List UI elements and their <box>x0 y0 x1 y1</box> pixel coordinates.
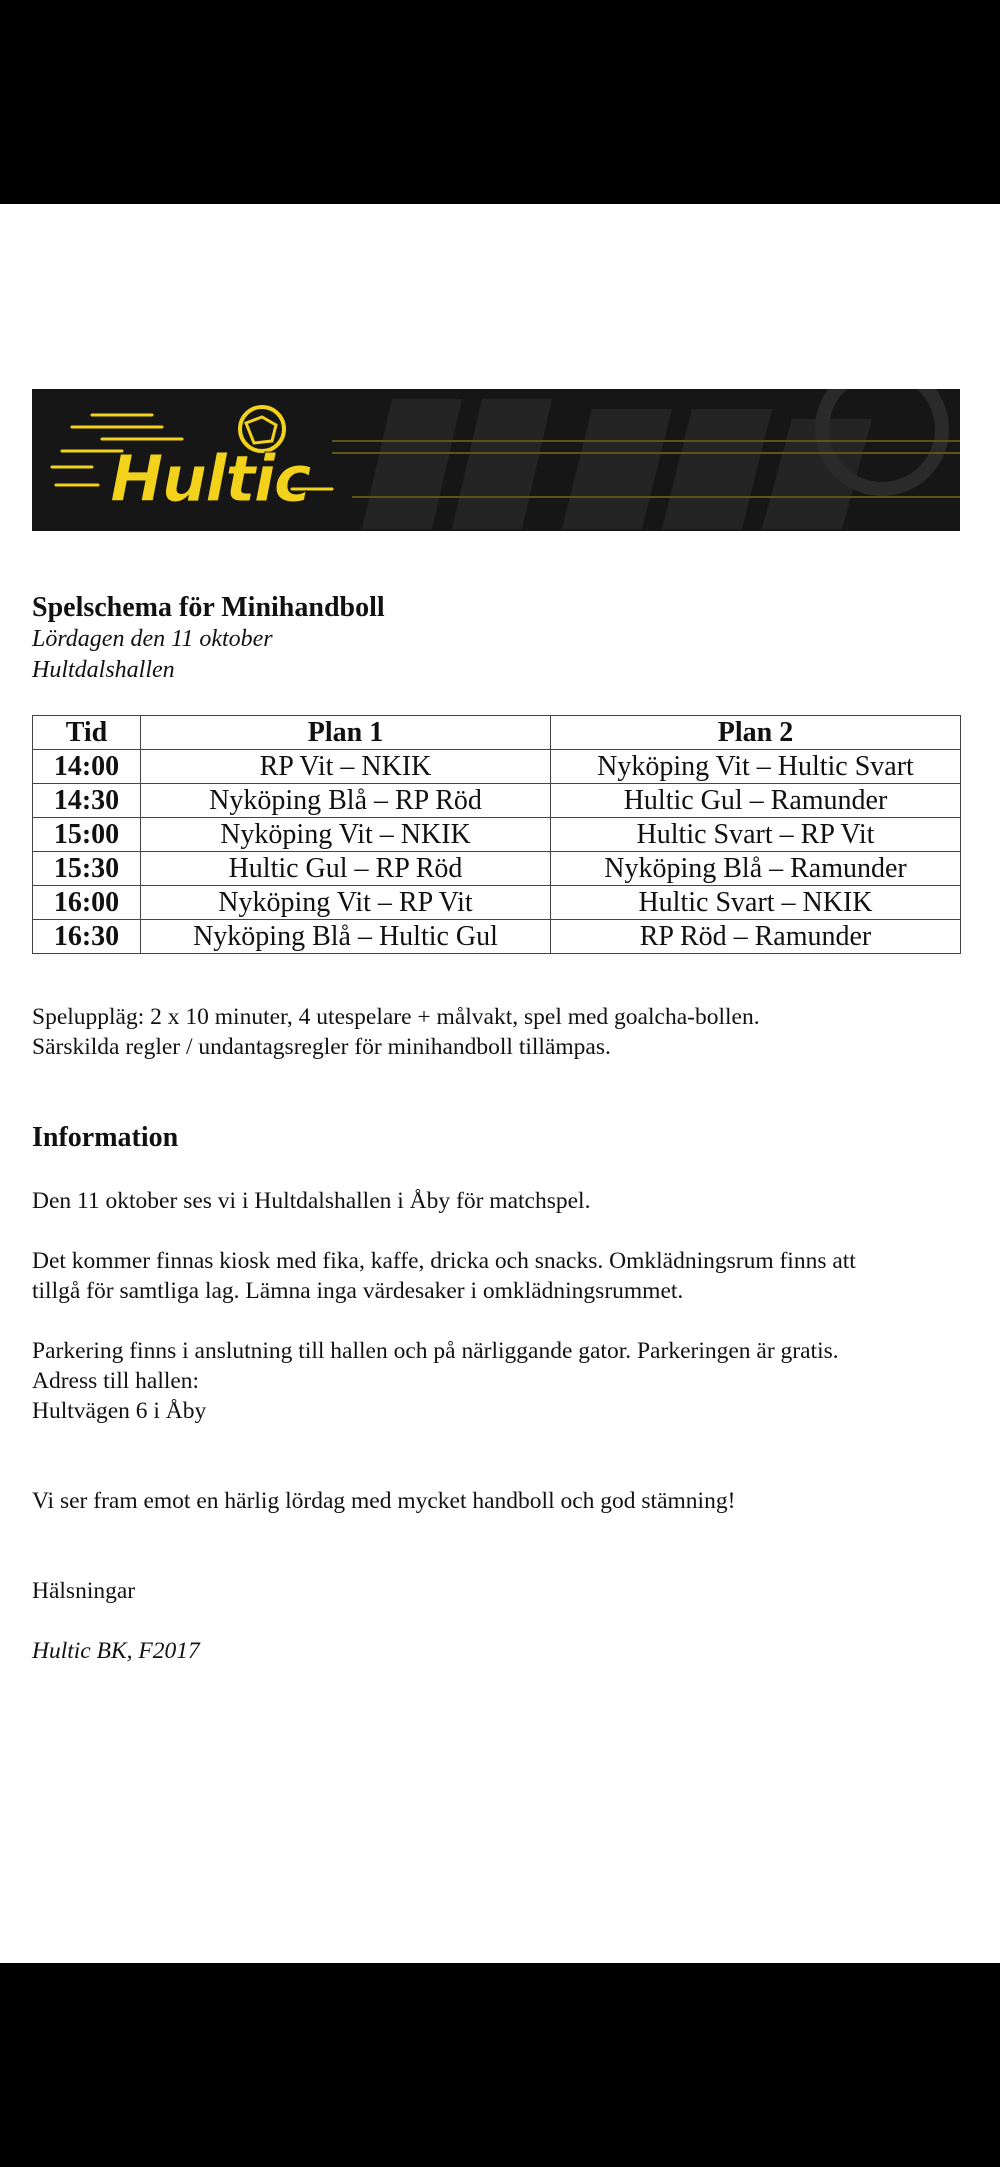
plan1-match: Nyköping Vit – RP Vit <box>141 886 551 920</box>
plan2-match: Hultic Svart – NKIK <box>551 886 961 920</box>
info-paragraph-1: Den 11 oktober ses vi i Hultdalshallen i Åby för matchspel. <box>32 1188 591 1214</box>
info-paragraph-3-line-1: Parkering finns i anslutning till hallen och på närliggande gator. Parkeringen är gratis. <box>32 1338 839 1364</box>
page-title: Spelschema för Minihandboll <box>32 592 385 623</box>
hultic-logo <box>32 389 960 531</box>
logo-text: Hultic <box>110 443 310 517</box>
rules-line-2: Särskilda regler / undantagsregler för minihandboll tillämpas. <box>32 1034 611 1060</box>
column-header-plan1: Plan 1 <box>141 716 551 750</box>
plan2-match: Nyköping Vit – Hultic Svart <box>551 750 961 784</box>
schedule-table <box>32 715 961 954</box>
match-time: 15:30 <box>33 852 141 886</box>
document-page <box>0 204 1000 1963</box>
event-date: Lördagen den 11 oktober <box>32 626 273 652</box>
plan2-match: Nyköping Blå – Ramunder <box>551 852 961 886</box>
match-time: 15:00 <box>33 818 141 852</box>
plan1-match: Nyköping Vit – NKIK <box>141 818 551 852</box>
match-time: 16:00 <box>33 886 141 920</box>
plan1-match: Hultic Gul – RP Röd <box>141 852 551 886</box>
info-paragraph-2-line-2: tillgå för samtliga lag. Lämna inga värdesaker i omklädningsrummet. <box>32 1278 684 1304</box>
signature: Hultic BK, F2017 <box>32 1638 200 1664</box>
greeting: Hälsningar <box>32 1578 136 1604</box>
event-venue: Hultdalshallen <box>32 657 175 683</box>
bottom-black-bar <box>0 1963 1000 2167</box>
plan1-match: Nyköping Blå – Hultic Gul <box>141 920 551 954</box>
column-header-plan2: Plan 2 <box>551 716 961 750</box>
plan2-match: RP Röd – Ramunder <box>551 920 961 954</box>
table-row <box>33 818 961 852</box>
hultic-banner <box>32 389 960 531</box>
top-black-bar <box>0 0 1000 204</box>
plan2-match: Hultic Svart – RP Vit <box>551 818 961 852</box>
table-row <box>33 750 961 784</box>
rules-line-1: Speluppläg: 2 x 10 minuter, 4 utespelare + målvakt, spel med goalcha-bollen. <box>32 1004 760 1030</box>
table-row <box>33 852 961 886</box>
table-row <box>33 886 961 920</box>
schedule-header-row <box>33 716 961 750</box>
info-paragraph-4: Vi ser fram emot en härlig lördag med mycket handboll och god stämning! <box>32 1488 736 1514</box>
plan1-match: RP Vit – NKIK <box>141 750 551 784</box>
column-header-time: Tid <box>33 716 141 750</box>
information-heading: Information <box>32 1122 179 1153</box>
plan2-match: Hultic Gul – Ramunder <box>551 784 961 818</box>
table-row <box>33 920 961 954</box>
match-time: 14:00 <box>33 750 141 784</box>
venue-address: Hultvägen 6 i Åby <box>32 1398 207 1424</box>
match-time: 14:30 <box>33 784 141 818</box>
info-paragraph-2-line-1: Det kommer finnas kiosk med fika, kaffe, dricka och snacks. Omklädningsrum finns att <box>32 1248 856 1274</box>
match-time: 16:30 <box>33 920 141 954</box>
info-paragraph-3-line-2: Adress till hallen: <box>32 1368 200 1394</box>
table-row <box>33 784 961 818</box>
plan1-match: Nyköping Blå – RP Röd <box>141 784 551 818</box>
